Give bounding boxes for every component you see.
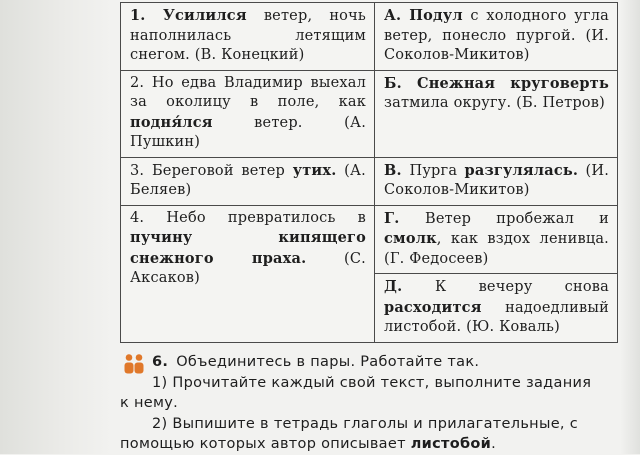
bold-phrase: смолк: [384, 230, 437, 247]
bold-phrase: В.: [384, 161, 410, 179]
cell-text: (А. Беляев): [130, 162, 366, 198]
right-cell-a: [375, 3, 618, 71]
task-item-2-period: .: [491, 436, 497, 452]
bold-phrase: Усилился: [163, 7, 247, 24]
cell-text: Небо превратилось в: [166, 209, 366, 226]
task-number: 6.: [152, 354, 169, 370]
cell-text: ветер. (А. Пушкин): [130, 114, 366, 150]
cell-text: Но едва Владимир выехал за околицу в поле, как: [130, 74, 366, 110]
page-margin-left: [0, 0, 112, 454]
bold-phrase: Подул: [409, 7, 463, 24]
right-cell-d: [375, 274, 618, 343]
bold-phrase: 1.: [130, 7, 164, 24]
cell-text: Пурга: [409, 162, 465, 179]
bold-phrase: разгулялась.: [464, 161, 579, 179]
left-cell-1: [121, 3, 375, 71]
cell-text: с холодного угла ветер, понесло пургой. (И. Соколов-Микитов): [384, 8, 609, 63]
left-cell-2: [121, 70, 375, 157]
table-row: [121, 205, 618, 274]
task-item-1-cont: к нему.: [120, 395, 178, 411]
cell-text: Береговой ветер: [151, 162, 293, 179]
task-item-2: 2) Выпишите в тетрадь глаголы и прилагательные, с: [152, 415, 579, 432]
cell-text: К вечеру снова: [434, 279, 609, 295]
table-row: [121, 70, 618, 157]
matching-table: [120, 2, 618, 343]
bold-phrase: Г.: [384, 209, 426, 227]
task-item-2-cont: [120, 434, 630, 455]
bold-phrase: расходится: [384, 298, 482, 316]
cell-text: 2.: [130, 74, 152, 91]
bold-phrase: Б.: [384, 74, 417, 92]
cell-text: ветер, ночь наполнилась летящим снегом. (В. Конецкий): [130, 8, 366, 63]
left-cell-4: [121, 205, 375, 342]
task-block: [120, 352, 630, 455]
bold-phrase: подня́лся: [130, 113, 213, 131]
task-item-2-text: помощью которых автор описывает: [120, 436, 411, 452]
keyword-listoboy: листобой: [410, 436, 492, 452]
task-title: Объединитесь в пары. Работайте так.: [176, 354, 480, 370]
right-cell-g: [375, 205, 618, 274]
cell-text: , как вздох ленивца. (Г. Федосеев): [384, 231, 609, 267]
cell-text: (И. Соколов-Микитов): [384, 162, 609, 198]
cell-text: затмила округу. (Б. Петров): [384, 95, 605, 111]
bold-phrase: А.: [384, 7, 410, 24]
cell-text: надоедливый листобой. (Ю. Коваль): [384, 299, 609, 335]
bold-phrase: Снежная круговерть: [417, 74, 610, 92]
cell-text: 4.: [130, 209, 167, 226]
cell-text: 3.: [130, 162, 152, 179]
bold-phrase: пучину кипящего снежного праха.: [130, 229, 366, 267]
right-cell-b: [375, 70, 618, 157]
task-title-line: [120, 352, 630, 373]
table-row: [121, 3, 618, 71]
cell-text: (С. Аксаков): [130, 250, 366, 286]
bold-phrase: утих.: [292, 161, 337, 179]
bold-phrase: Д.: [384, 278, 435, 295]
task-item-1: 1) Прочитайте каждый свой текст, выполните задания: [152, 374, 592, 391]
right-cell-v: [375, 157, 618, 205]
left-cell-3: [121, 157, 375, 205]
cell-text: Ветер пробежал и: [425, 210, 609, 227]
table-row: [121, 157, 618, 205]
